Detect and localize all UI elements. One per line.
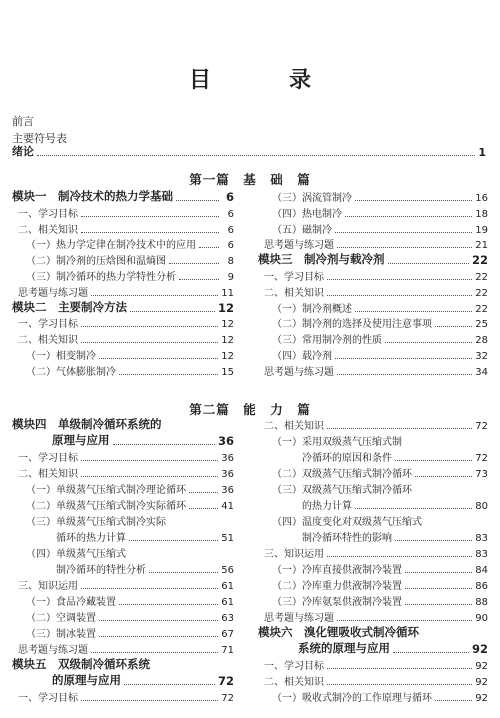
leader-dots: [189, 508, 218, 509]
toc-entry: [264, 418, 488, 432]
leader-dots: [81, 326, 218, 327]
toc-module-entry: [12, 418, 162, 432]
toc-entry-label: （三）制冷循环的热力学特性分析: [26, 272, 176, 283]
toc-entry-page: 83: [475, 533, 488, 544]
toc-entry-page: 22: [475, 303, 488, 315]
toc-entry-label: 二、相关知识: [18, 469, 78, 480]
toc-entry-label: 模块六 溴化锂吸收式制冷循环: [258, 625, 419, 639]
toc-entry-page: 72: [217, 674, 234, 688]
toc-entry-page: 12: [221, 351, 234, 362]
toc-entry-label: 一、学习目标: [18, 453, 78, 464]
toc-entry: [26, 498, 234, 512]
leader-dots: [119, 604, 218, 605]
toc-entry-page: 34: [475, 366, 488, 378]
toc-entry: [26, 482, 234, 496]
toc-entry-label: （三）涡流管制冷: [272, 193, 352, 204]
toc-entry-label: （一）热力学定律在制冷技术中的应用: [26, 240, 196, 252]
leader-dots: [113, 444, 215, 445]
toc-entry: [26, 514, 166, 528]
leader-dots: [189, 492, 218, 493]
toc-entry-page: 61: [221, 581, 234, 592]
toc-entry-page: 28: [475, 335, 488, 347]
toc-entry: [264, 269, 488, 283]
leader-dots: [355, 311, 472, 312]
leader-dots: [405, 572, 472, 573]
leader-dots: [327, 684, 472, 685]
toc-entry: [272, 514, 422, 528]
toc-entry: [302, 450, 488, 464]
toc-entry-label: （三）常用制冷剂的性质: [272, 335, 382, 347]
toc-entry-page: 22: [475, 287, 488, 299]
toc-entry: [272, 332, 488, 346]
leader-dots: [81, 232, 219, 233]
toc-entry-page: 19: [475, 224, 488, 236]
part-one-title: 第一篇 基 础 篇: [189, 172, 311, 187]
toc-entry: [272, 301, 488, 315]
toc-entry-label: （一）食品冷藏装置: [26, 597, 116, 608]
leader-dots: [385, 342, 472, 343]
leader-dots: [99, 358, 218, 359]
toc-module-entry: [12, 301, 234, 315]
toc-entry-page: 11: [221, 287, 234, 299]
toc-entry-page: 63: [221, 613, 234, 624]
toc-entry: [272, 466, 488, 480]
toc-entry-page: 32: [475, 351, 488, 362]
toc-entry-label: （三）单级蒸气压缩式制冷实际: [26, 517, 166, 528]
toc-entry-label: （一）采用双级蒸气压缩式制: [272, 437, 402, 448]
toc-entry-label: （二）冷库重力供液制冷装置: [272, 581, 402, 592]
leader-dots: [81, 700, 218, 701]
toc-entry: [18, 206, 234, 220]
toc-entry-label: （二）制冷剂的选择及使用注意事项: [272, 319, 432, 331]
toc-entry-label: 模块三 制冷剂与载冷剂: [258, 252, 385, 267]
toc-module-entry: [258, 253, 488, 267]
toc-entry-label: 思考题与练习题: [264, 366, 334, 378]
leader-dots: [355, 508, 472, 509]
leader-dots: [337, 620, 472, 621]
toc-entry: [18, 222, 234, 236]
toc-entry-page: 6: [227, 208, 234, 220]
toc-entry: [272, 578, 488, 592]
leader-dots: [388, 263, 469, 264]
toc-entry-label: 一、学习目标: [264, 272, 324, 283]
toc-entry-page: 92: [471, 642, 488, 656]
toc-entry: [18, 332, 234, 346]
toc-entry-label: 二、相关知识: [264, 421, 324, 432]
toc-entry-page: 72: [475, 421, 488, 432]
toc-entry: [272, 482, 412, 496]
leader-dots: [81, 588, 218, 589]
toc-entry-page: 86: [475, 581, 488, 592]
toc-entry: [264, 237, 488, 251]
toc-entry-label: （三）冷库氨泵供液制冷装置: [272, 597, 402, 608]
toc-entry-page: 90: [475, 613, 488, 624]
page-title: 目 录: [188, 68, 339, 93]
leader-dots: [395, 540, 472, 541]
leader-dots: [327, 428, 472, 429]
toc-entry: [272, 690, 488, 704]
toc-entry: [26, 269, 234, 283]
leader-dots: [119, 374, 218, 375]
leader-dots: [169, 263, 219, 264]
toc-entry: [18, 316, 234, 330]
toc-entry: [272, 222, 488, 236]
toc-entry-page: 25: [475, 319, 488, 331]
leader-dots: [415, 476, 472, 477]
toc-entry-symbols: 主要符号表: [12, 132, 67, 145]
toc-entry-label: 制冷循环的特性分析: [56, 565, 146, 576]
leader-dots: [130, 311, 215, 312]
toc-entry: [272, 206, 488, 220]
toc-entry-label: 二、相关知识: [264, 287, 324, 299]
toc-entry-preface: 前言: [12, 115, 34, 128]
toc-entry-label: 思考题与练习题: [264, 613, 334, 624]
toc-entry: [56, 562, 234, 576]
toc-entry-label: （四）热电制冷: [272, 208, 342, 220]
toc-entry-page: 92: [475, 693, 488, 704]
toc-entry-label: 冷循环的原因和条件: [302, 453, 392, 464]
toc-entry-label: （三）制冰装置: [26, 629, 96, 640]
toc-entry-page: 22: [475, 272, 488, 283]
toc-entry-label: （二）气体膨胀制冷: [26, 366, 116, 378]
toc-entry-page: 56: [221, 565, 234, 576]
toc-entry-page: 73: [475, 469, 488, 480]
leader-dots: [81, 476, 218, 477]
leader-dots: [327, 668, 472, 669]
toc-entry-page: 80: [475, 501, 488, 512]
toc-entry: [26, 594, 234, 608]
toc-entry-label: （一）相变制冷: [26, 351, 96, 362]
toc-entry-page: 21: [475, 240, 488, 252]
toc-entry: [302, 498, 488, 512]
toc-entry-page: 84: [475, 565, 488, 576]
leader-dots: [91, 295, 218, 296]
leader-dots: [91, 652, 218, 653]
toc-entry: [56, 530, 234, 544]
toc-entry-page: 36: [221, 485, 234, 496]
toc-entry-page: 36: [221, 453, 234, 464]
toc-entry-label: 思考题与练习题: [264, 240, 334, 252]
toc-entry-label: 的热力计算: [302, 501, 352, 512]
toc-entry: [264, 610, 488, 624]
toc-entry: [272, 316, 488, 330]
toc-module-entry: [12, 658, 150, 672]
toc-entry: [26, 348, 234, 362]
toc-entry-label: （一）吸收式制冷的工作原理与循环: [272, 693, 432, 704]
toc-entry-page: 71: [221, 645, 234, 656]
toc-entry-label: （一）单级蒸气压缩式制冷理论循环: [26, 485, 186, 496]
toc-entry-label: （二）制冷剂的压焓图和温熵图: [26, 256, 166, 268]
toc-entry: [26, 546, 126, 560]
toc-entry-label: （四）单级蒸气压缩式: [26, 549, 126, 560]
toc-module-entry: [298, 642, 488, 656]
toc-entry: [18, 578, 234, 592]
toc-entry-label: 思考题与练习题: [18, 287, 88, 299]
leader-dots: [345, 216, 472, 217]
toc-entry-page: 6: [225, 190, 234, 204]
leader-dots: [405, 604, 472, 605]
toc-entry-page: 67: [221, 629, 234, 640]
leader-dots: [335, 232, 472, 233]
toc-entry-label: （一）冷库直接供液制冷装置: [272, 565, 402, 576]
leader-dots: [179, 279, 219, 280]
toc-entry: [264, 674, 488, 688]
leader-dots: [149, 572, 218, 573]
toc-module-entry: [12, 190, 234, 204]
toc-entry-page: 9: [227, 272, 234, 283]
toc-entry: [272, 348, 488, 362]
toc-entry-label: （五）磁制冷: [272, 224, 332, 236]
toc-entry-page: 41: [221, 501, 234, 512]
toc-entry-label: 绪论: [12, 145, 34, 158]
toc-entry-page: 15: [221, 366, 234, 378]
leader-dots: [337, 247, 472, 248]
toc-entry-page: 6: [227, 240, 234, 252]
part-two-title: 第二篇 能 力 篇: [189, 402, 311, 417]
toc-entry: [272, 190, 488, 204]
toc-entry-label: 一、学习目标: [18, 319, 78, 331]
toc-entry-label: 制冷循环特性的影响: [302, 533, 392, 544]
toc-entry-label: 的原理与应用: [52, 673, 121, 687]
toc-entry-page: 83: [475, 549, 488, 560]
leader-dots: [199, 247, 219, 248]
toc-entry-label: 二、相关知识: [18, 224, 78, 236]
toc-entry-page: 36: [221, 469, 234, 480]
toc-entry-page: 92: [475, 677, 488, 688]
leader-dots: [327, 279, 472, 280]
toc-entry-page: 51: [221, 533, 234, 544]
toc-entry-label: 一、学习目标: [18, 693, 78, 704]
toc-entry-label: 原理与应用: [52, 433, 110, 447]
leader-dots: [435, 700, 472, 701]
toc-module-entry: [52, 434, 234, 448]
toc-entry-label: 循环的热力计算: [56, 533, 126, 544]
leader-dots: [129, 540, 218, 541]
toc-entry: [302, 530, 488, 544]
toc-entry-label: 系统的原理与应用: [298, 641, 390, 655]
leader-dots: [37, 155, 475, 156]
toc-entry: [264, 285, 488, 299]
toc-entry: [26, 610, 234, 624]
toc-entry: [18, 285, 234, 299]
leader-dots: [337, 374, 472, 375]
toc-entry-page: 22: [471, 253, 488, 268]
leader-dots: [327, 556, 472, 557]
toc-entry-label: 二、相关知识: [18, 335, 78, 347]
toc-entry-intro: [12, 145, 486, 159]
toc-entry: [272, 434, 402, 448]
leader-dots: [81, 216, 219, 217]
toc-entry: [272, 594, 488, 608]
toc-entry-label: 模块二 主要制冷方法: [12, 299, 127, 314]
leader-dots: [81, 342, 218, 343]
leader-dots: [124, 684, 215, 685]
toc-entry-page: 8: [227, 256, 234, 268]
leader-dots: [393, 652, 469, 653]
toc-entry: [264, 658, 488, 672]
toc-entry-label: 模块五 双级制冷循环系统: [12, 657, 150, 671]
toc-entry: [26, 364, 234, 378]
toc-entry-label: 三、知识运用: [264, 549, 324, 560]
toc-entry: [18, 450, 234, 464]
toc-entry: [264, 364, 488, 378]
toc-entry-page: 88: [475, 597, 488, 608]
toc-entry-label: （二）空调装置: [26, 613, 96, 624]
toc-entry: [18, 642, 234, 656]
leader-dots: [395, 460, 472, 461]
toc-entry: [18, 466, 234, 480]
toc-entry-page: 12: [221, 319, 234, 331]
toc-entry-label: （四）温度变化对双级蒸气压缩式: [272, 517, 422, 528]
toc-entry-label: 三、知识运用: [18, 581, 78, 592]
toc-entry-page: 6: [227, 224, 234, 236]
leader-dots: [435, 326, 472, 327]
leader-dots: [99, 620, 218, 621]
toc-entry-label: （三）双级蒸气压缩式制冷循环: [272, 485, 412, 496]
leader-dots: [405, 588, 472, 589]
toc-entry-label: 一、学习目标: [264, 661, 324, 672]
toc-entry-page: 12: [221, 335, 234, 347]
toc-entry-label: 模块四 单级制冷循环系统的: [12, 417, 162, 431]
toc-entry-label: 一、学习目标: [18, 208, 78, 220]
toc-entry-page: 36: [217, 434, 234, 448]
toc-entry-page: 92: [475, 661, 488, 672]
toc-entry-label: 思考题与练习题: [18, 645, 88, 656]
toc-entry: [18, 690, 234, 704]
toc-entry: [26, 626, 234, 640]
toc-entry: [26, 253, 234, 267]
toc-entry-label: （四）载冷剂: [272, 351, 332, 362]
toc-entry-label: （二）双级蒸气压缩式制冷循环: [272, 469, 412, 480]
toc-entry-label: 模块一 制冷技术的热力学基础: [12, 189, 173, 203]
toc-entry-page: 16: [475, 193, 488, 204]
toc-entry-page: 61: [221, 597, 234, 608]
toc-entry-page: 1: [478, 146, 486, 159]
leader-dots: [335, 358, 472, 359]
leader-dots: [176, 200, 219, 201]
toc-entry-label: （一）制冷剂概述: [272, 303, 352, 315]
toc-entry-page: 72: [221, 693, 234, 704]
toc-entry-label: 二、相关知识: [264, 677, 324, 688]
toc-entry-label: （二）单级蒸气压缩式制冷实际循环: [26, 501, 186, 512]
toc-entry: [272, 562, 488, 576]
leader-dots: [327, 295, 472, 296]
toc-entry-page: 18: [475, 208, 488, 220]
toc-entry: [264, 546, 488, 560]
toc-module-entry: [52, 674, 234, 688]
leader-dots: [355, 200, 472, 201]
leader-dots: [99, 636, 218, 637]
leader-dots: [81, 460, 218, 461]
toc-entry-page: 72: [475, 453, 488, 464]
toc-entry: [26, 237, 234, 251]
toc-module-entry: [258, 626, 419, 640]
toc-entry-page: 12: [217, 300, 234, 315]
